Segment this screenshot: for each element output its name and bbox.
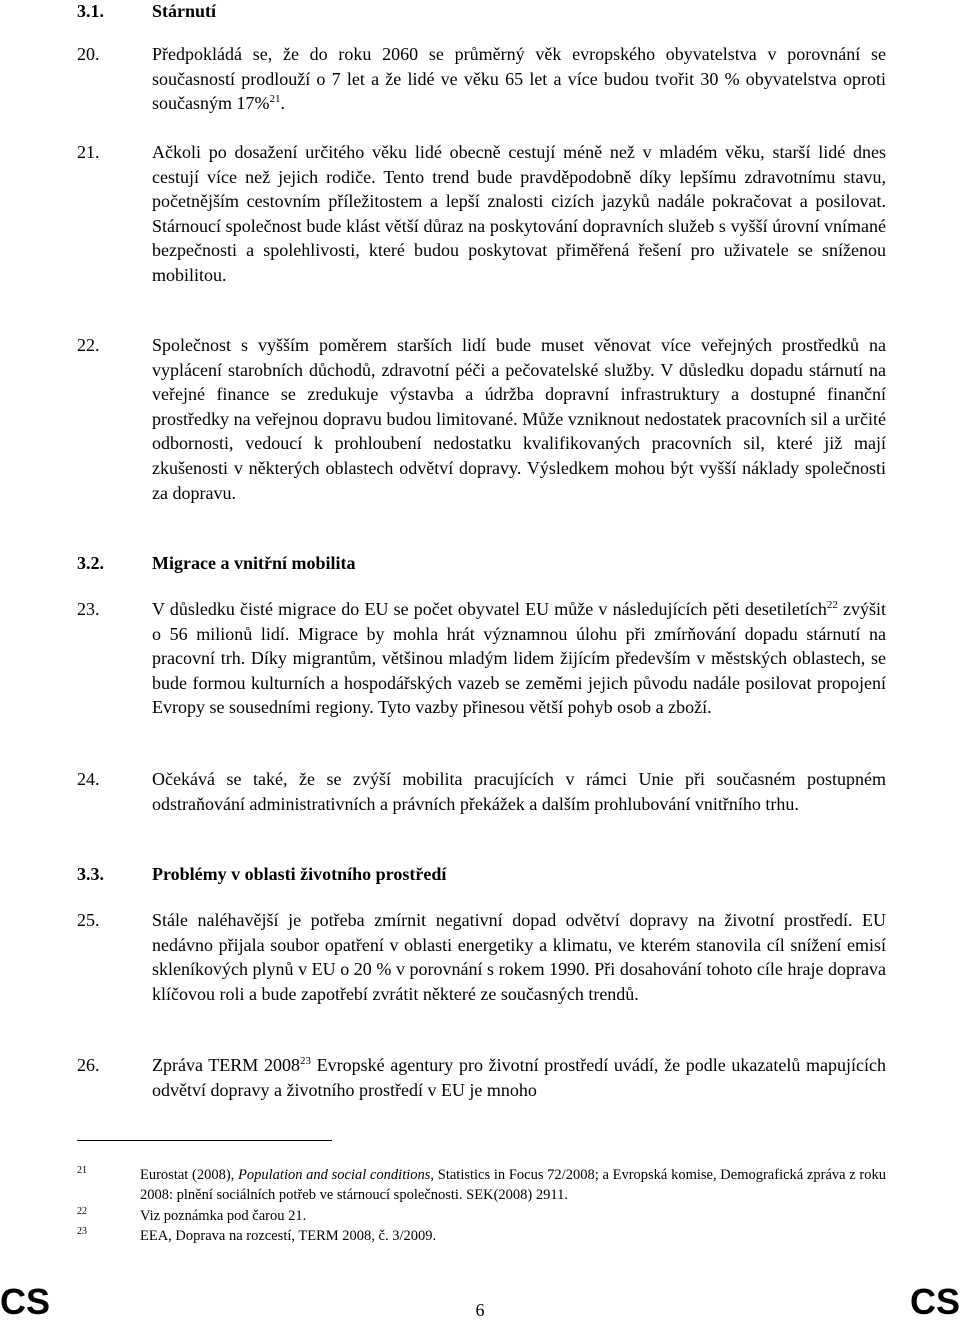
paragraph-text-part: Předpokládá se, že do roku 2060 se průměrný věk evropského obyvatelstva v porovnání se současností prodlouží o 7 let a že lidé ve věku 65 let a více budou tvořit 30 % obyvatelstva oproti současným 17%	[152, 44, 886, 114]
section-number: 3.1.	[77, 1, 104, 21]
footnote-ref-22: 22	[826, 599, 838, 611]
footnote-text	[140, 1165, 886, 1205]
paragraph-text: Ačkoli po dosažení určitého věku lidé obecně cestují méně než v mladém věku, starší lidé dnes cestují více než jejich rodiče. Tento trend bude pravděpodobně díky lepšímu zdravotnímu stavu, početnějším cestovním příležitostem a lepší znalosti cizích jazyků nadále pokračovat a posilovat. Stárnoucí společnost bude klást větší důraz na poskytování dopravních služeb s vyšší úrovní vnímané bezpečnosti a spolehlivosti, které budou poskytovat přiměřená řešení pro uživatele se sníženou mobilitou.	[152, 142, 886, 285]
footnote-text: Viz poznámka pod čarou 21.	[140, 1208, 307, 1224]
paragraph-number: 21.	[77, 142, 100, 162]
paragraph-number: 26.	[77, 1055, 100, 1075]
footnote-number: 22	[77, 1206, 87, 1217]
footnote-title: Population and social conditions	[238, 1167, 431, 1183]
paragraph-text: Očekává se také, že se zvýší mobilita pracujících v rámci Unie při současném postupném odstraňování administrativních a právních překážek a dalším prohlubování vnitřního trhu.	[152, 769, 886, 814]
paragraph-23	[77, 597, 886, 720]
footnote-text: EEA, Doprava na rozcestí, TERM 2008, č. 3/2009.	[140, 1228, 437, 1244]
section-number: 3.3.	[77, 864, 104, 884]
footnote-ref-21: 21	[269, 93, 281, 106]
paragraph-text	[152, 1053, 886, 1102]
footnote-separator	[77, 1140, 332, 1141]
paragraph-text-part: zvýšit o 56 milionů lidí. Migrace by mohla hrát významnou úlohu při zmírňování dopadu stárnutí na pracovní trh. Díky migrantům, většinou mladým lidem žijícím především v městských oblastech, se bude formou kulturních a hospodářských vazeb se zeměmi jejich původu nadále posilovat propojení Evropy se sousedními regiony. Tyto vazby přinesou větší pohyb osob a zboží.	[152, 599, 886, 718]
paragraph-24	[77, 767, 886, 816]
paragraph-text-part: Zpráva TERM 2008	[152, 1055, 300, 1075]
paragraph-number: 25.	[77, 910, 100, 930]
paragraph-text: Stále naléhavější je potřeba zmírnit negativní dopad odvětví dopravy na životní prostředí. EU nedávno přijala soubor opatření v oblasti energetiky a klimatu, ve kterém stanovila cíl snížení emisí skleníkových plynů v EU o 20 % v porovnání s rokem 1990. Při dosahování tohoto cíle hraje doprava klíčovou roli a bude zapotřebí zvrátit některé ze současných trendů.	[152, 910, 886, 1004]
section-title: Problémy v oblasti životního prostředí	[152, 864, 447, 884]
footnote-22	[77, 1206, 886, 1226]
paragraph-text-part: V důsledku čisté migrace do EU se počet obyvatel EU může v následujících pěti desetiletích	[152, 599, 827, 619]
footnote-number: 23	[77, 1226, 87, 1237]
paragraph-number: 23.	[77, 599, 100, 619]
section-title: Stárnutí	[152, 1, 217, 21]
section-number: 3.2.	[77, 553, 104, 573]
paragraph-number: 20.	[77, 44, 100, 64]
paragraph-text-part: .	[280, 93, 285, 114]
footnote-ref-23: 23	[299, 1055, 311, 1067]
page-number: 6	[475, 1300, 485, 1320]
footer-language-right: CS	[909, 1281, 960, 1322]
paragraph-text	[152, 42, 886, 116]
footnote-text-part: , Statistics in Focus 72/2008; a Evropská komise, Demografická zpráva z roku 2008: plnění sociálních potřeb ve stárnoucí společnosti. SEK(2008) 2911.	[140, 1167, 887, 1203]
paragraph-number: 24.	[77, 769, 100, 789]
section-title: Migrace a vnitřní mobilita	[152, 553, 356, 573]
footnote-text-part: Eurostat (2008),	[140, 1167, 239, 1183]
paragraph-20	[77, 42, 886, 116]
footnote-23	[77, 1226, 886, 1246]
footnote-21	[77, 1165, 886, 1205]
paragraph-21	[77, 140, 886, 288]
paragraph-text	[152, 597, 886, 720]
paragraph-number: 22.	[77, 335, 100, 355]
paragraph-26	[77, 1053, 886, 1102]
paragraph-text-part: Evropské agentury pro životní prostředí uvádí, že podle ukazatelů mapujících odvětví dopravy a životního prostředí v EU je mnoho	[152, 1055, 886, 1100]
paragraph-text: Společnost s vyšším poměrem starších lidí bude muset věnovat více veřejných prostředků na vyplácení starobních důchodů, zdravotní péči a pečovatelské služby. V důsledku dopadu stárnutí na veřejné finance se zredukuje výstavba a údržba dopravní infrastruktury a dostupné finanční prostředky na veřejnou dopravu budou limitované. Může vzniknout nedostatek pracovních sil a určité odbornosti, vedoucí k prohloubení nedostatku kvalifikovaných pracovních sil, které již mají zkušenosti v některých oblastech odvětví dopravy. Výsledkem mohou být vyšší náklady společnosti za dopravu.	[152, 335, 886, 503]
footer-language-left: CS	[0, 1281, 51, 1322]
paragraph-22	[77, 333, 886, 505]
paragraph-25	[77, 908, 886, 1006]
footnote-number: 21	[77, 1165, 87, 1176]
